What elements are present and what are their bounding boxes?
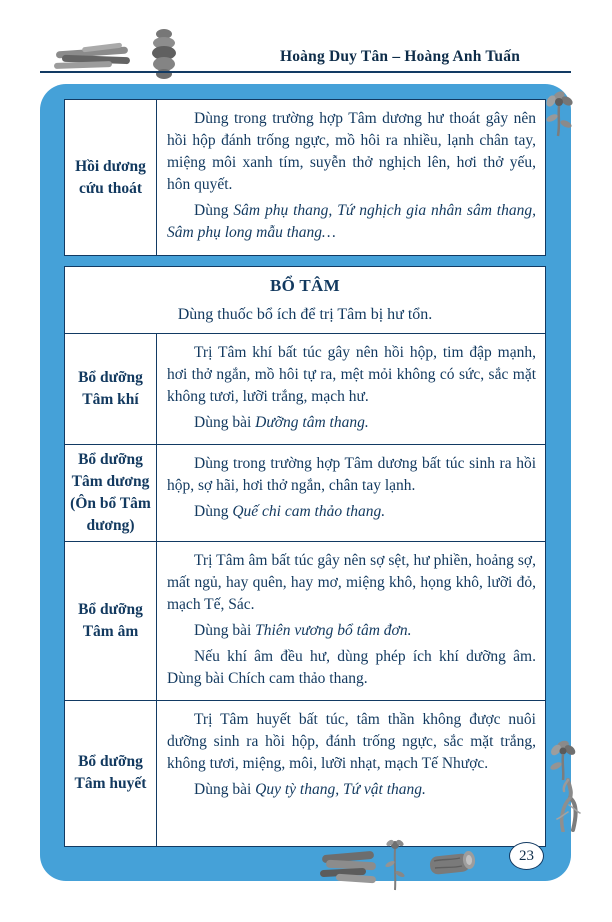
- table-bo-tam: [64, 266, 546, 847]
- header-rule: [40, 71, 571, 73]
- row-label: Bổ dưỡng Tâm âm: [65, 542, 157, 700]
- row-content: [157, 445, 545, 541]
- wood-log-image: [424, 845, 478, 885]
- table-header: [65, 267, 545, 333]
- bark-pile-image: [318, 845, 380, 887]
- table-row: [65, 541, 545, 700]
- running-head-title: Hoàng Duy Tân – Hoàng Anh Tuấn: [279, 48, 521, 65]
- table-title: BỔ TÂM: [270, 276, 340, 295]
- paragraph: Dùng trong trường hợp Tâm dương hư thoát gây nên hồi hộp đánh trống ngực, mồ hôi ra nhiều, lạnh chân tay, miệng môi xanh tím, suyễn thở nghịch lên, hơi thở yếu, hôn quyết.: [167, 110, 536, 193]
- paragraph: Trị Tâm huyết bất túc, tâm thần không được nuôi dưỡng sinh ra hồi hộp, đánh trống ngực, sắc mặt trắng, không tươi, miệng, môi, lưỡi nhạt, mạch Tế Nhược.: [167, 710, 536, 772]
- row-label: Bổ dưỡng Tâm huyết: [65, 701, 157, 846]
- row-label: Hồi dương cứu thoát: [65, 100, 157, 255]
- row-label: Bổ dưỡng Tâm khí: [65, 334, 157, 444]
- flower-icon: [544, 738, 582, 782]
- cinnamon-bark-image: [52, 42, 138, 72]
- paragraph: Dùng trong trường hợp Tâm dương bất túc sinh ra hồi hộp, sợ hãi, hơi thở ngắn, chân tay lạnh.: [167, 454, 536, 494]
- table-row: [65, 700, 545, 846]
- paragraph: Dùng Sâm phụ thang, Tứ nghịch gia nhân sâm thang, Sâm phụ long mẫu thang…: [167, 202, 536, 241]
- table-subtitle: Dùng thuốc bổ ích để trị Tâm bị hư tổn.: [177, 306, 433, 324]
- ginseng-root-image: [550, 778, 586, 832]
- page-number-badge: [509, 842, 544, 870]
- flower-right-image: [544, 738, 582, 782]
- table-row: [65, 100, 545, 255]
- page-number: 23: [519, 847, 534, 864]
- cinnamon-bark-icon: [52, 42, 138, 72]
- bark-pile-icon: [318, 845, 380, 887]
- ginseng-root-icon: [550, 778, 586, 832]
- row-content: [157, 100, 545, 255]
- row-content: [157, 701, 545, 846]
- paragraph: Trị Tâm âm bất túc gây nên sợ sệt, hư phiền, hoảng sợ, mất ngủ, hay quên, hay mơ, miệng khô, họng khô, lưỡi đỏ, mạch Tế, Sác.: [167, 551, 536, 613]
- paragraph: Dùng Quế chi cam thảo thang.: [194, 502, 386, 520]
- row-content: [157, 334, 545, 444]
- row-content: [157, 542, 545, 700]
- paragraph: Dùng bài Quy tỳ thang, Tứ vật thang.: [194, 780, 426, 798]
- paragraph: Nếu khí âm đều hư, dùng phép ích khí dưỡng âm. Dùng bài Chích cam thảo thang.: [167, 647, 536, 687]
- paragraph: Dùng bài Dưỡng tâm thang.: [194, 413, 369, 431]
- paragraph: Trị Tâm khí bất túc gây nên hồi hộp, tim đập mạnh, hơi thở ngắn, mồ hôi tự ra, mệt mỏi không có sức, sắc mặt không tươi, lưỡi trắng, mạch hư.: [167, 343, 536, 405]
- table-row: [65, 444, 545, 541]
- flower-top-right-image: [538, 88, 580, 138]
- flower-icon: [383, 838, 407, 892]
- paragraph: Dùng bài Thiên vương bổ tâm đơn.: [194, 621, 412, 639]
- table-hoi-duong: [64, 99, 546, 256]
- flower-icon: [538, 88, 580, 138]
- flower-bottom-image: [383, 838, 407, 892]
- wood-log-icon: [424, 845, 478, 885]
- table-row: [65, 333, 545, 444]
- row-label: Bổ dưỡng Tâm dương (Ôn bổ Tâm dương): [65, 445, 157, 541]
